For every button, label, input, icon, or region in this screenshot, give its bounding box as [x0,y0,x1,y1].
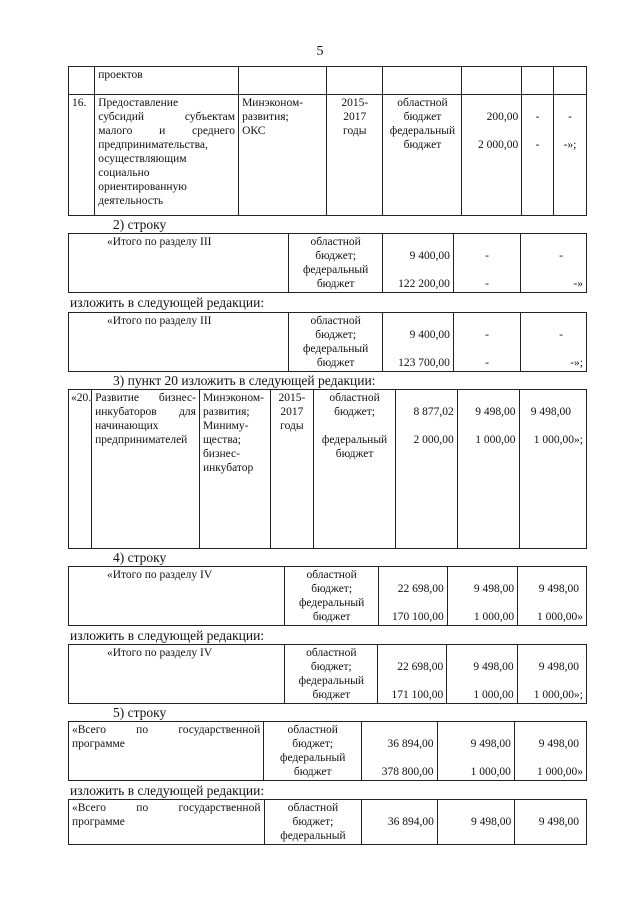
amount-2017: - -»; [553,95,586,216]
amount-2017: - -»; [521,313,587,372]
item-5-heading: 5) строку [113,705,167,720]
amount-2016: - - [453,313,520,372]
total-label: «Итого по разделу IV [69,567,285,626]
total-section-4-old [68,566,587,626]
amount-2016: - - [522,95,554,216]
amount-2016: 9 498,00 1 000,00 [447,645,517,704]
funding-source: областной бюджет; федеральный бюджет [314,390,396,549]
item-3-heading: 3) пункт 20 изложить в следующей редакции: [113,373,376,388]
row-number: 16. [69,95,95,216]
funding-source: областной бюджет федеральный бюджет [383,95,462,216]
funding-source: областной бюджет; федеральный бюджет [285,645,378,704]
continued-text: проектов [95,67,239,95]
period: 2015- 2017 годы [326,95,383,216]
total-section-3-old [68,233,587,293]
total-label: «Всего по государственной программе [69,722,264,781]
item-4-heading: 4) строку [113,550,167,565]
amount-2016: 9 498,00 [437,800,514,845]
total-program-new [68,799,587,845]
amount-2015: 9 400,00 123 700,00 [383,313,453,372]
funding-source: областной бюджет; федеральный бюджет [288,234,382,293]
amount-2017: 9 498,00 [515,800,587,845]
funding-source: областной бюджет; федеральный [264,800,362,845]
page-number: 5 [316,44,324,59]
executor: Минэконом- развития; ОКС [239,95,327,216]
amount-2016: 9 498,00 1 000,00 [447,567,517,626]
total-label: «Итого по разделу III [69,234,289,293]
replace-heading-2: изложить в следующей редакции: [70,628,265,643]
amount-2017: 9 498,00 1 000,00»; [517,645,586,704]
amount-2015: 36 894,00 378 800,00 [362,722,437,781]
amount-2016: - - [453,234,520,293]
funding-source: областной бюджет; федеральный бюджет [288,313,382,372]
amount-2017: 9 498,00 1 000,00» [514,722,586,781]
total-label: «Итого по разделу IV [69,645,285,704]
amount-2015: 22 698,00 171 100,00 [378,645,447,704]
row-number: «20. [69,390,92,549]
total-label: «Всего по государственной программе [69,800,265,845]
replace-heading-1: изложить в следующей редакции: [70,295,265,310]
total-label: «Итого по разделу III [69,313,289,372]
total-program-old [68,721,587,781]
replace-heading-3: изложить в следующей редакции: [70,783,265,798]
funding-source: областной бюджет; федеральный бюджет [264,722,362,781]
amount-2015: 9 400,00 122 200,00 [383,234,453,293]
amount-2016: 9 498,00 1 000,00 [457,390,519,549]
total-section-4-new [68,644,587,704]
program-table-top [68,66,587,216]
amount-2017: 9 498,00 1 000,00»; [519,390,587,549]
amount-2016: 9 498,00 1 000,00 [437,722,514,781]
amount-2015: 36 894,00 [362,800,437,845]
item-2-heading: 2) строку [113,217,167,232]
amount-2015: 200,00 2 000,00 [462,95,522,216]
point-20-table [68,389,587,549]
funding-source: областной бюджет; федеральный бюджет [285,567,378,626]
amount-2017: - -» [521,234,587,293]
amount-2017: 9 498,00 1 000,00» [518,567,587,626]
period: 2015- 2017 годы [270,390,314,549]
total-section-3-new [68,312,587,372]
amount-2015: 22 698,00 170 100,00 [378,567,447,626]
executor: Минэконом- развития; Миниму- щества; бизнес- инкубатор [199,390,270,549]
amount-2015: 8 877,02 2 000,00 [395,390,457,549]
measure-name: Предоставление субсидий субъектам малого и среднего предпринимательства, осуществляющим социально ориентированную деятельность [95,95,239,216]
measure-name: Развитие бизнес- инкубаторов для начинающих предпринимателей [92,390,200,549]
